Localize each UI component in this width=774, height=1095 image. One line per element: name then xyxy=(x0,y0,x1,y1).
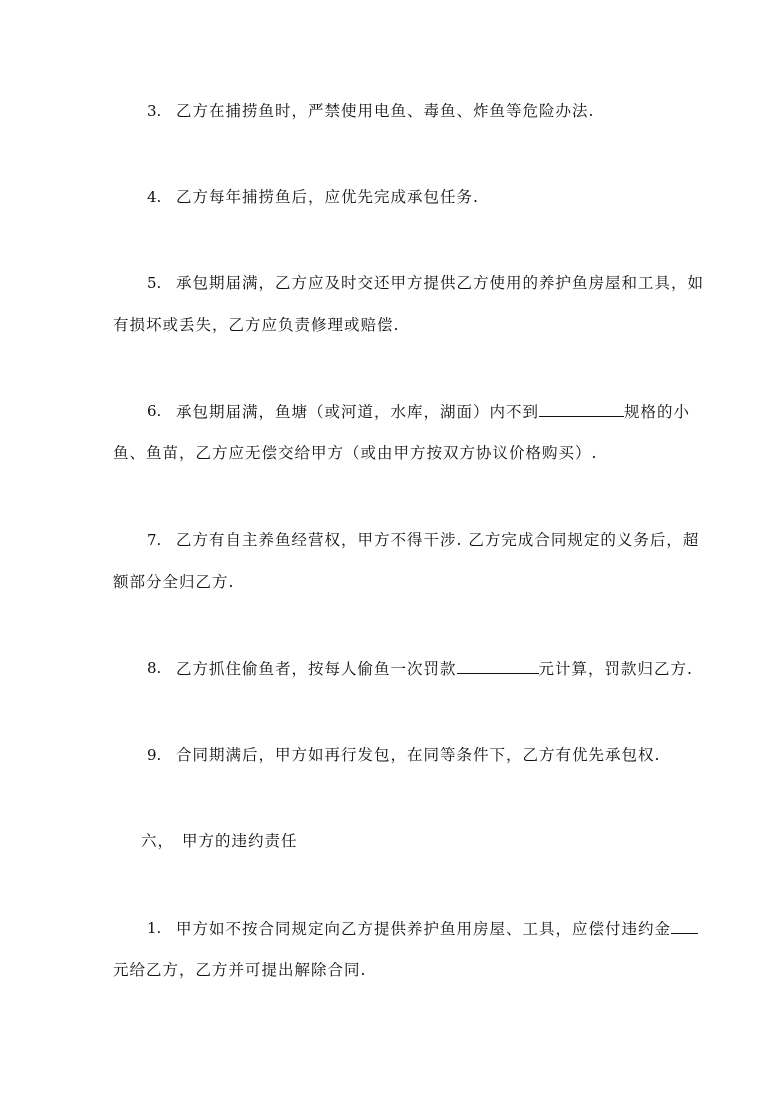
clause-text-part: 甲方如不按合同规定向乙方提供养护鱼用房屋、工具，应偿付违约金 xyxy=(176,920,672,938)
clause-number: 9. xyxy=(147,746,162,764)
clause-text: 元给乙方，乙方并可提出解除合同. xyxy=(113,961,367,979)
clause-text-part: 规格的小 xyxy=(624,403,691,421)
clause-text xyxy=(176,658,693,679)
fill-blank xyxy=(671,918,698,934)
clause-text: 额部分全归乙方. xyxy=(113,573,235,591)
clause-text: 乙方有自主养鱼经营权，甲方不得干涉. 乙方完成合同规定的义务后，超 xyxy=(176,531,700,549)
clause-number: 3. xyxy=(147,102,162,120)
clause-text: 合同期满后，甲方如再行发包，在同等条件下，乙方有优先承包权. xyxy=(176,746,661,764)
clause-number: 6. xyxy=(147,402,162,420)
fill-blank xyxy=(457,658,539,674)
clause-text-part: 元计算，罚款归乙方. xyxy=(538,660,693,678)
clause-text-part: 承包期届满，鱼塘（或河道，水库，湖面）内不到 xyxy=(176,403,540,421)
clause-number: 8. xyxy=(147,659,162,677)
clause-text xyxy=(176,918,698,939)
clause-text-part: 乙方抓住偷鱼者，按每人偷鱼一次罚款 xyxy=(176,660,457,678)
clause-text xyxy=(176,401,690,422)
fill-blank xyxy=(539,401,624,417)
clause-number: 7. xyxy=(147,531,162,549)
clause-text: 有损坏或丢失，乙方应负责修理或赔偿. xyxy=(113,316,400,334)
clause-number: 4. xyxy=(147,188,162,206)
clause-text: 鱼、鱼苗，乙方应无偿交给甲方（或由甲方按双方协议价格购买）. xyxy=(113,444,598,462)
clause-text: 乙方在捕捞鱼时，严禁使用电鱼、毒鱼、炸鱼等危险办法. xyxy=(176,102,595,120)
clause-number: 1. xyxy=(147,919,162,937)
clause-text: 承包期届满，乙方应及时交还甲方提供乙方使用的养护鱼房屋和工具，如 xyxy=(176,274,705,292)
clause-number: 5. xyxy=(147,274,162,292)
clause-text: 乙方每年捕捞鱼后，应优先完成承包任务. xyxy=(176,188,479,206)
section-number: 六， xyxy=(141,832,175,850)
section-title: 甲方的违约责任 xyxy=(182,832,298,850)
